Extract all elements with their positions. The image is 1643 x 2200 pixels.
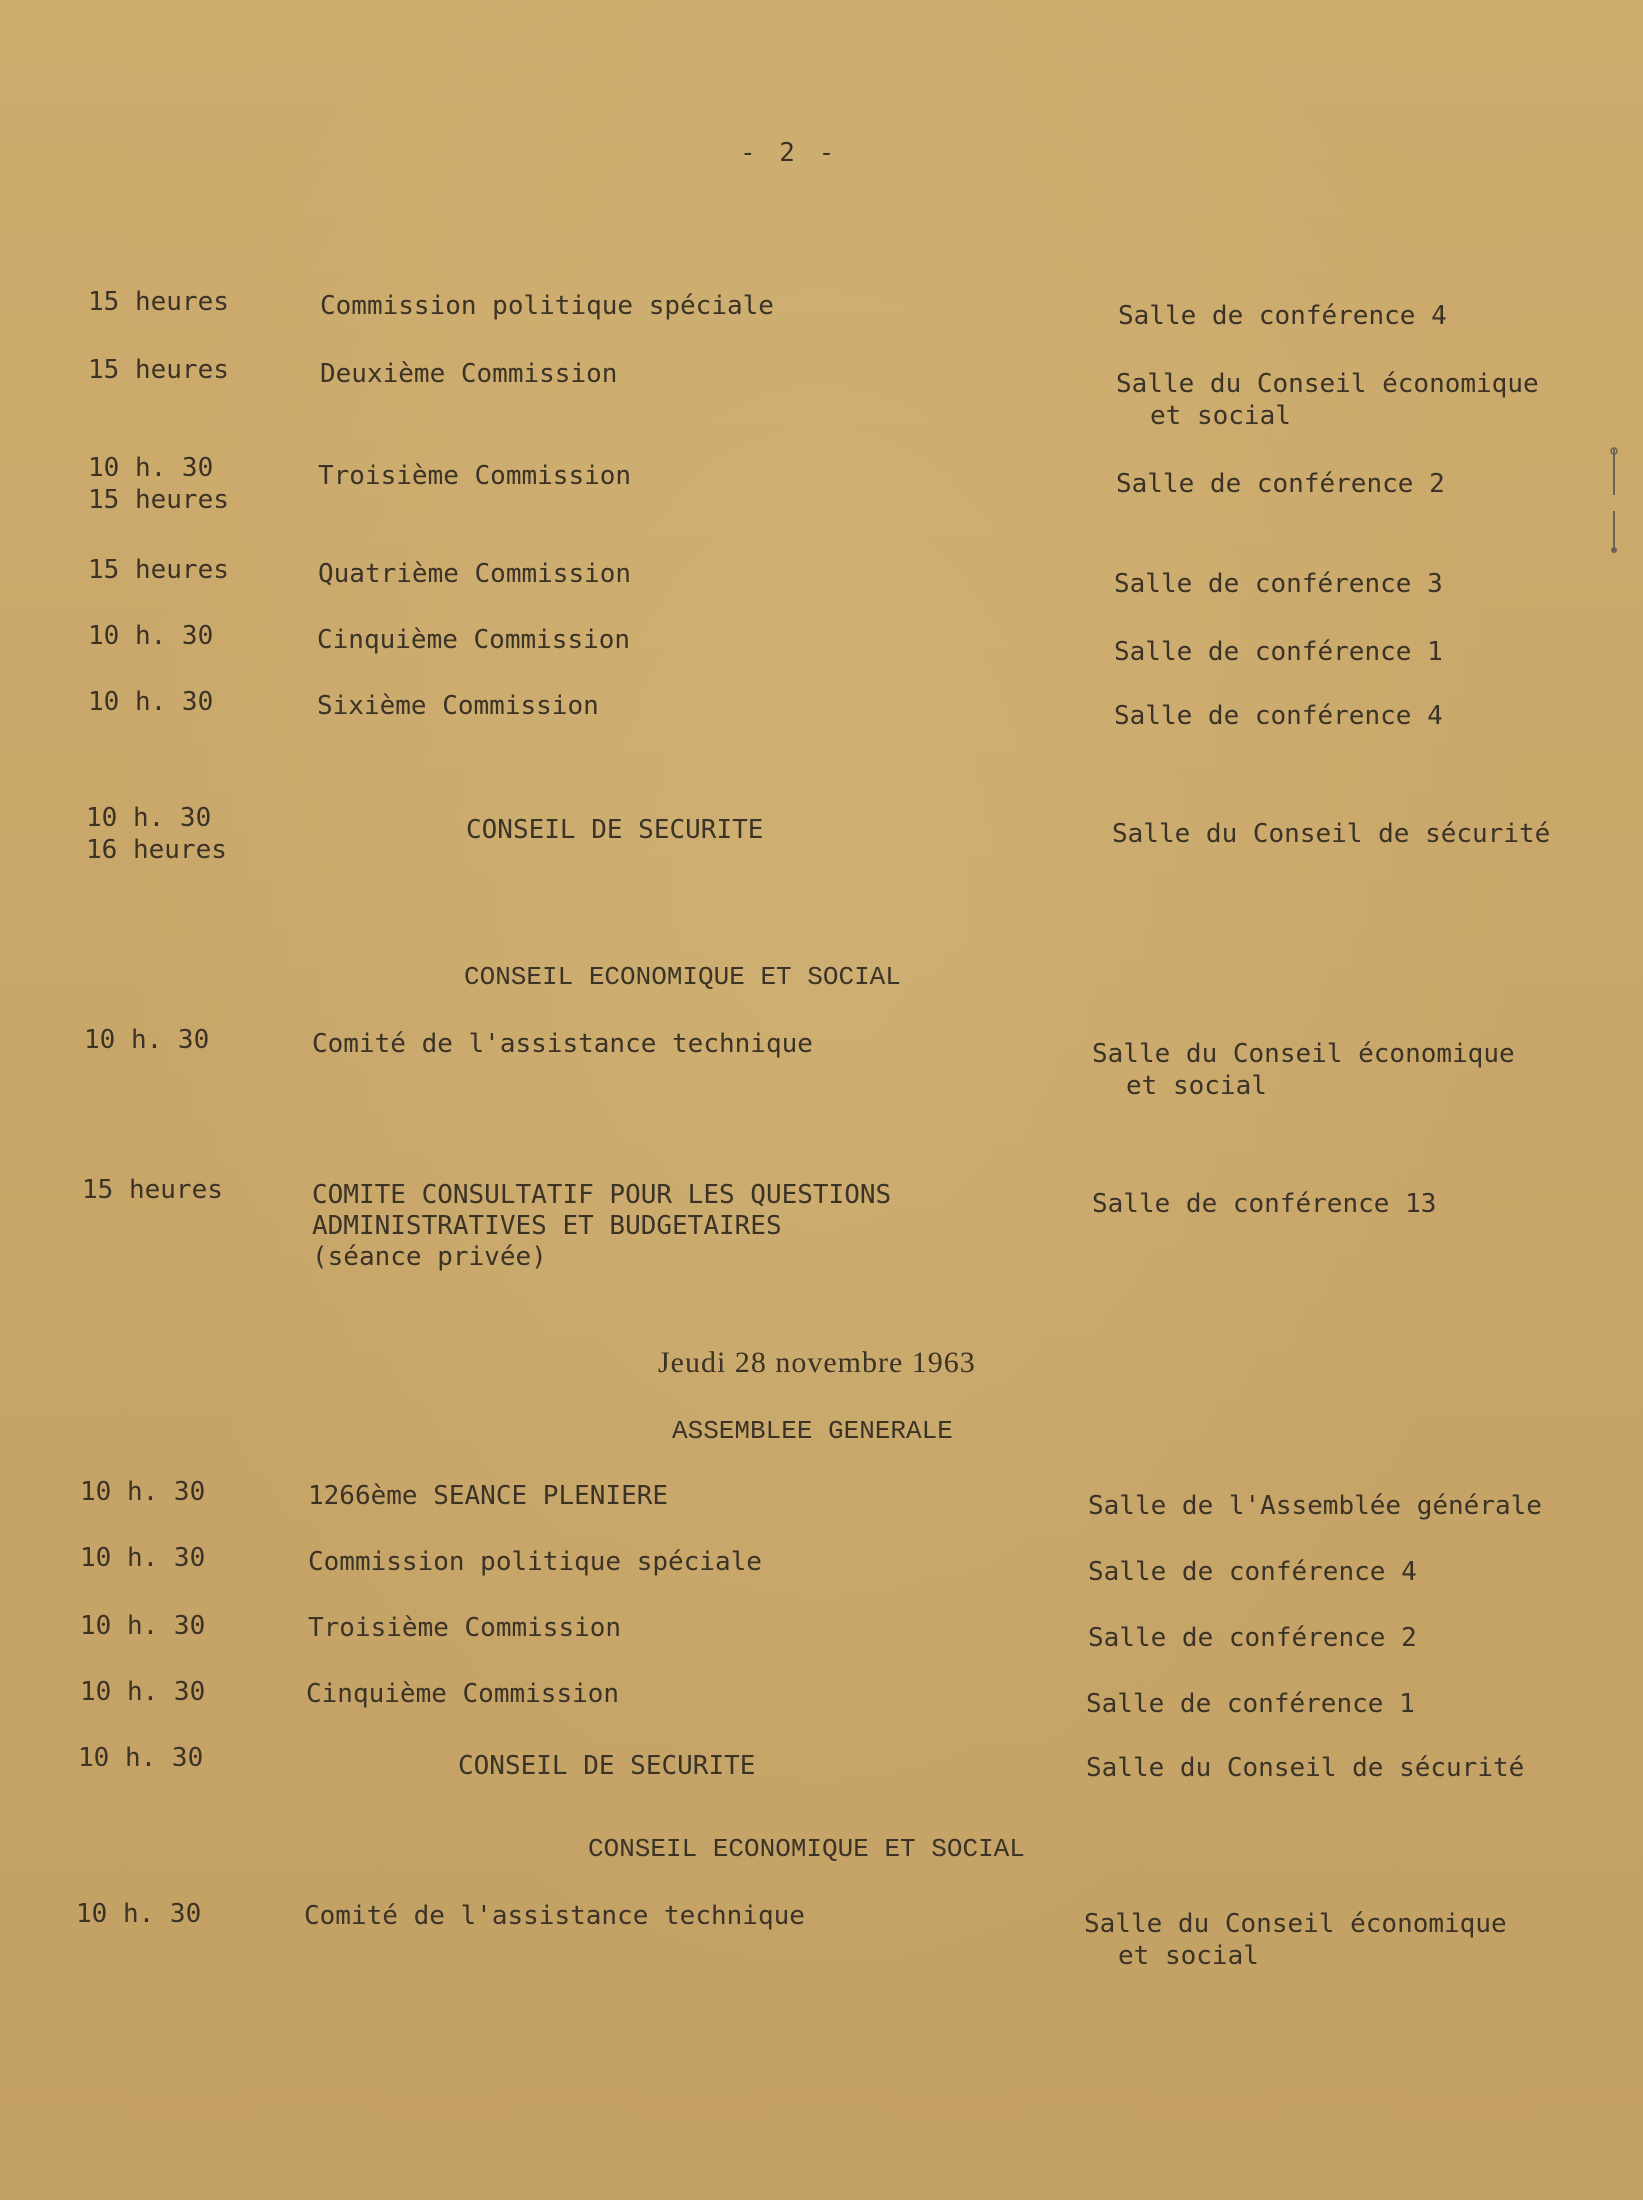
meeting-room: Salle de conférence 4 <box>1118 301 1447 331</box>
meeting-title: Commission politique spéciale <box>320 291 774 321</box>
meeting-title: Commission politique spéciale <box>308 1547 762 1577</box>
meeting-title: Cinquième Commission <box>317 625 631 655</box>
meeting-time: 10 h. 30 <box>88 687 214 717</box>
meeting-title: Troisième Commission <box>308 1613 622 1643</box>
date-heading: Jeudi 28 novembre 1963 <box>658 1346 976 1379</box>
meeting-time: 10 h. 30 <box>88 621 214 651</box>
meeting-room: Salle du Conseil de sécurité <box>1112 819 1551 849</box>
meeting-title: CONSEIL DE SECURITE <box>458 1751 756 1781</box>
meeting-title: Sixième Commission <box>317 691 599 721</box>
meeting-title: COMITE CONSULTATIF POUR LES QUESTIONS ADMINISTRATIVES ET BUDGETAIRES (séance privée) <box>312 1180 892 1272</box>
meeting-time: 10 h. 30 15 heures <box>88 453 229 515</box>
staple-mark <box>1607 445 1621 555</box>
meeting-time: 15 heures <box>82 1175 223 1205</box>
meeting-room: Salle de conférence 4 <box>1088 1557 1417 1587</box>
meeting-room: Salle du Conseil économique et social <box>1116 369 1539 431</box>
meeting-time: 10 h. 30 <box>84 1025 210 1055</box>
meeting-title: Comité de l'assistance technique <box>304 1901 805 1931</box>
meeting-room: Salle de conférence 4 <box>1114 701 1443 731</box>
meeting-title: Deuxième Commission <box>320 359 618 389</box>
meeting-title: Cinquième Commission <box>306 1679 620 1709</box>
meeting-room: Salle de conférence 2 <box>1088 1623 1417 1653</box>
meeting-time: 10 h. 30 <box>80 1677 206 1707</box>
meeting-title: Troisième Commission <box>318 461 632 491</box>
meeting-room: Salle du Conseil économique et social <box>1084 1909 1507 1971</box>
meeting-time: 10 h. 30 <box>80 1611 206 1641</box>
meeting-time: 15 heures <box>88 287 229 317</box>
meeting-time: 10 h. 30 <box>78 1743 204 1773</box>
section-heading: ASSEMBLEE GENERALE <box>672 1416 953 1446</box>
page-number: - 2 - <box>740 138 839 168</box>
section-heading: CONSEIL ECONOMIQUE ET SOCIAL <box>464 962 901 992</box>
meeting-room: Salle de conférence 3 <box>1114 569 1443 599</box>
meeting-time: 15 heures <box>88 355 229 385</box>
meeting-time: 10 h. 30 <box>80 1543 206 1573</box>
meeting-room: Salle de conférence 1 <box>1114 637 1443 667</box>
meeting-room: Salle du Conseil de sécurité <box>1086 1753 1525 1783</box>
meeting-title: Comité de l'assistance technique <box>312 1029 813 1059</box>
meeting-room: Salle du Conseil économique et social <box>1092 1039 1515 1101</box>
meeting-room: Salle de conférence 13 <box>1092 1189 1437 1219</box>
meeting-room: Salle de l'Assemblée générale <box>1088 1491 1542 1521</box>
section-heading: CONSEIL ECONOMIQUE ET SOCIAL <box>588 1834 1025 1864</box>
meeting-title: Quatrième Commission <box>318 559 632 589</box>
meeting-time: 10 h. 30 <box>76 1899 202 1929</box>
meeting-title: CONSEIL DE SECURITE <box>466 815 764 845</box>
meeting-time: 10 h. 30 <box>80 1477 206 1507</box>
meeting-time: 15 heures <box>88 555 229 585</box>
meeting-title: 1266ème SEANCE PLENIERE <box>308 1481 669 1511</box>
meeting-room: Salle de conférence 2 <box>1116 469 1445 499</box>
meeting-time: 10 h. 30 16 heures <box>86 803 227 865</box>
meeting-room: Salle de conférence 1 <box>1086 1689 1415 1719</box>
